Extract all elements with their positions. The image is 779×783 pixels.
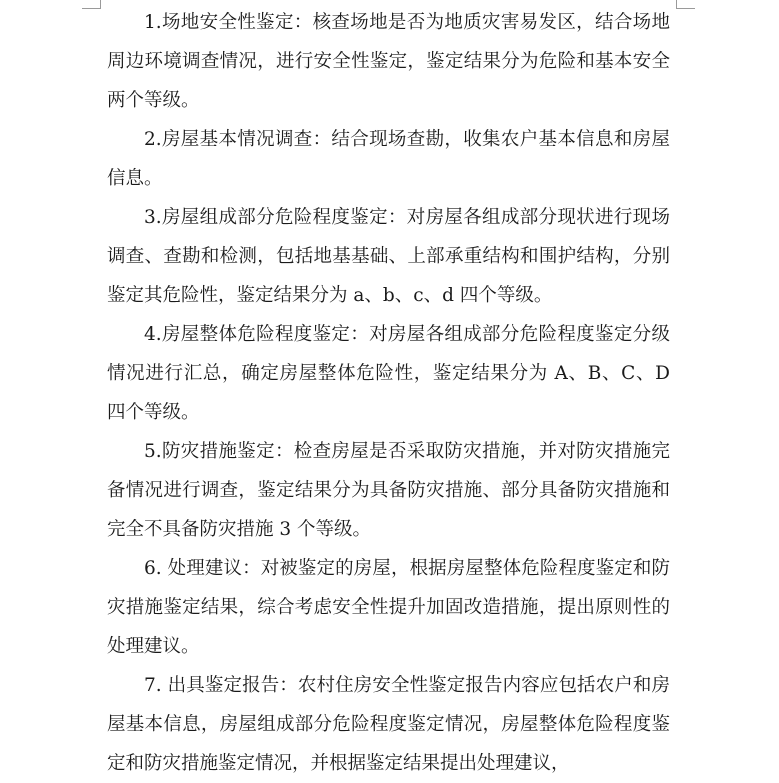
paragraph-treatment-advice: 6. 处理建议：对被鉴定的房屋，根据房屋整体危险程度鉴定和防灾措施鉴定结果，综合考虑安全性提升加固改造措施，提出原则性的处理建议。: [107, 558, 670, 657]
paragraph-disaster-prevention: 5.防灾措施鉴定：检查房屋是否采取防灾措施，并对防灾措施完备情况进行调查，鉴定结果分为具备防灾措施、部分具备防灾措施和完全不具备防灾措施 3 个等级。: [107, 441, 670, 540]
crop-mark-right: [676, 0, 695, 9]
paragraph-site-safety: 1.场地安全性鉴定：核查场地是否为地质灾害易发区，结合场地周边环境调查情况，进行安全性鉴定，鉴定结果分为危险和基本安全两个等级。: [107, 12, 670, 111]
paragraph-component-danger: 3.房屋组成部分危险程度鉴定：对房屋各组成部分现状进行现场调查、查勘和检测，包括地基基础、上部承重结构和围护结构，分别鉴定其危险性，鉴定结果分为 a、b、c、d 四个等级。: [107, 207, 670, 306]
document-body: [107, 3, 670, 783]
crop-mark-left: [82, 0, 101, 9]
paragraph-report: 7. 出具鉴定报告：农村住房安全性鉴定报告内容应包括农户和房屋基本信息，房屋组成部分危险程度鉴定情况，房屋整体危险程度鉴定和防灾措施鉴定情况，并根据鉴定结果提出处理建议，: [107, 675, 670, 774]
paragraph-house-survey: 2.房屋基本情况调查：结合现场查勘，收集农户基本信息和房屋信息。: [107, 129, 670, 189]
page-bottom-edge: [0, 779, 779, 783]
paragraph-overall-danger: 4.房屋整体危险程度鉴定：对房屋各组成部分危险程度鉴定分级情况进行汇总，确定房屋整体危险性，鉴定结果分为 A、B、C、D 四个等级。: [107, 324, 670, 423]
